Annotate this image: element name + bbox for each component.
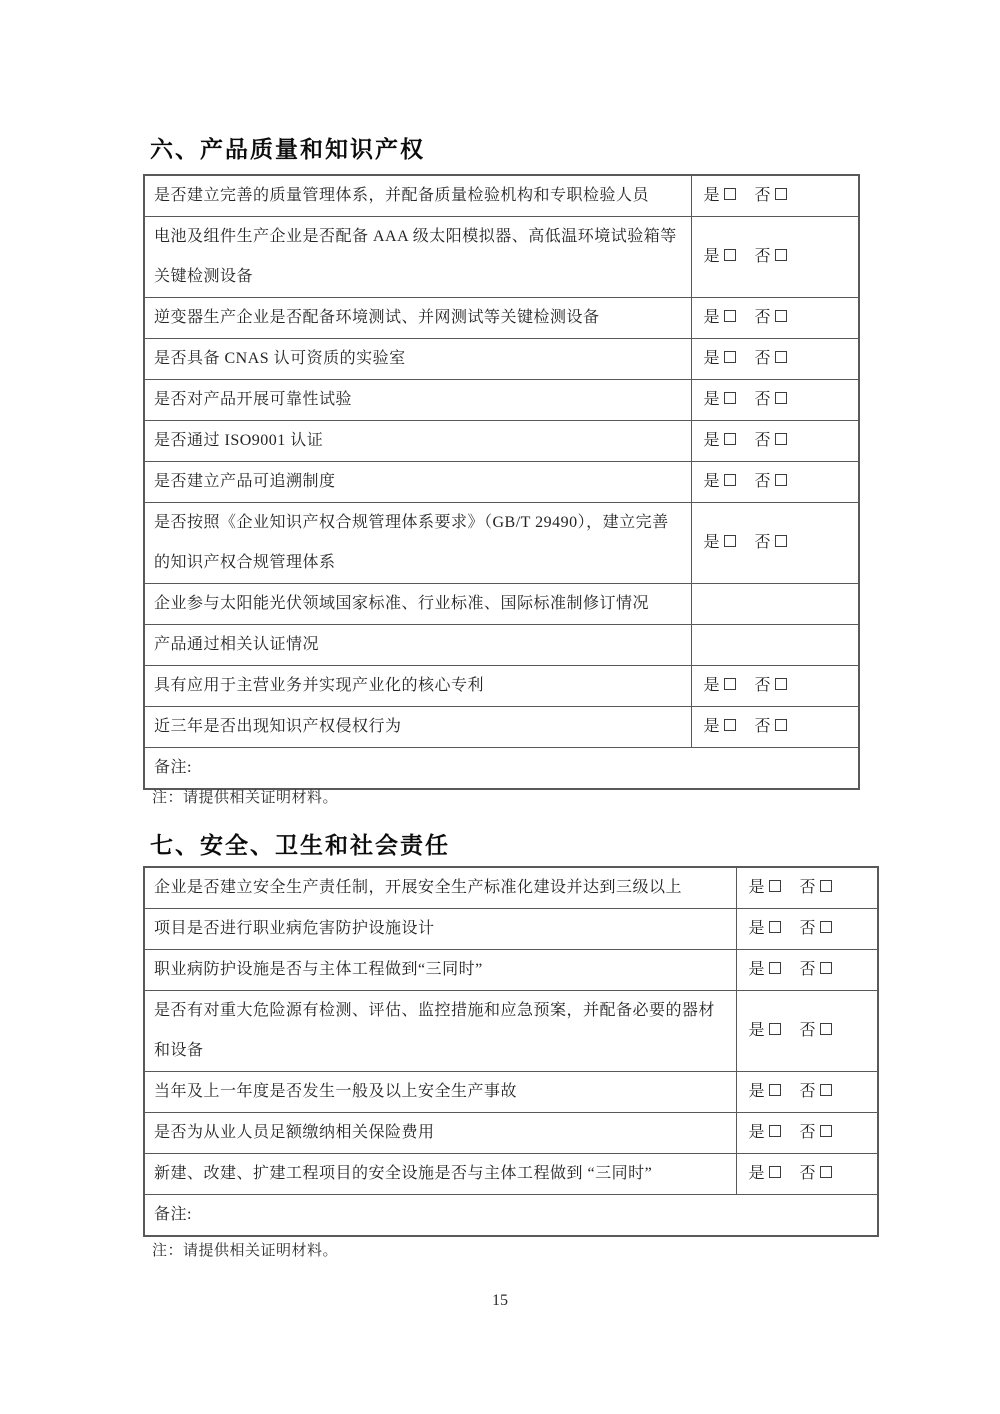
remark-row: [144, 748, 859, 790]
no-checkbox[interactable]: [820, 921, 832, 933]
yes-checkbox[interactable]: [769, 962, 781, 974]
table-row: [144, 1154, 878, 1195]
no-label: 否: [754, 473, 771, 490]
table-row: [144, 339, 859, 380]
yes-no-cell: [736, 950, 878, 991]
table-row: [144, 462, 859, 503]
no-checkbox[interactable]: [775, 249, 787, 261]
yes-checkbox[interactable]: [769, 1023, 781, 1035]
yes-label: 是: [703, 534, 720, 551]
yes-label: 是: [703, 677, 720, 694]
no-label: 否: [799, 961, 816, 978]
remark-cell: 备注:: [144, 1195, 878, 1237]
empty-answer-cell: [691, 625, 859, 666]
yes-checkbox[interactable]: [724, 433, 736, 445]
no-option: [755, 248, 787, 265]
table-row: [144, 1113, 878, 1154]
no-option: [800, 1083, 832, 1100]
question-cell: 产品通过相关认证情况: [144, 625, 691, 666]
yes-checkbox[interactable]: [769, 880, 781, 892]
table-row: [144, 1072, 878, 1113]
yes-checkbox[interactable]: [724, 719, 736, 731]
no-checkbox[interactable]: [820, 880, 832, 892]
section-title-safety: 七、安全、卫生和社会责任: [150, 832, 450, 858]
yes-no-cell: [736, 1072, 878, 1113]
yes-option: [704, 248, 736, 265]
question-cell: 是否有对重大危险源有检测、评估、监控措施和应急预案，并配备必要的器材和设备: [144, 991, 736, 1072]
yes-no-cell: [691, 503, 859, 584]
yes-option: [704, 309, 736, 326]
yes-option: [749, 1124, 781, 1141]
no-option: [755, 718, 787, 735]
question-cell: 当年及上一年度是否发生一般及以上安全生产事故: [144, 1072, 736, 1113]
yes-checkbox[interactable]: [724, 535, 736, 547]
no-option: [755, 534, 787, 551]
yes-label: 是: [703, 187, 720, 204]
no-label: 否: [754, 391, 771, 408]
yes-label: 是: [748, 1022, 765, 1039]
question-cell: 是否建立产品可追溯制度: [144, 462, 691, 503]
no-label: 否: [754, 187, 771, 204]
yes-no-cell: [736, 991, 878, 1072]
yes-label: 是: [703, 391, 720, 408]
question-cell: 企业是否建立安全生产责任制，开展安全生产标准化建设并达到三级以上: [144, 867, 736, 909]
yes-option: [704, 391, 736, 408]
no-label: 否: [754, 350, 771, 367]
yes-no-cell: [691, 666, 859, 707]
no-label: 否: [754, 534, 771, 551]
no-label: 否: [754, 718, 771, 735]
yes-label: 是: [703, 432, 720, 449]
note-text: 注：请提供相关证明材料。: [152, 790, 339, 806]
question-cell: 逆变器生产企业是否配备环境测试、并网测试等关键检测设备: [144, 298, 691, 339]
no-option: [800, 920, 832, 937]
yes-option: [704, 473, 736, 490]
no-checkbox[interactable]: [775, 433, 787, 445]
yes-option: [749, 1022, 781, 1039]
section-title-quality-ip: 六、产品质量和知识产权: [150, 136, 425, 162]
no-option: [755, 187, 787, 204]
no-option: [800, 1022, 832, 1039]
yes-no-cell: [691, 707, 859, 748]
yes-label: 是: [703, 350, 720, 367]
yes-option: [704, 718, 736, 735]
table-row: [144, 584, 859, 625]
no-option: [800, 1124, 832, 1141]
yes-label: 是: [748, 1124, 765, 1141]
no-checkbox[interactable]: [775, 310, 787, 322]
safety-table: [143, 866, 879, 1237]
yes-label: 是: [748, 1083, 765, 1100]
yes-no-cell: [691, 217, 859, 298]
no-label: 否: [754, 248, 771, 265]
table-row: [144, 991, 878, 1072]
question-cell: 是否为从业人员足额缴纳相关保险费用: [144, 1113, 736, 1154]
question-cell: 是否对产品开展可靠性试验: [144, 380, 691, 421]
no-label: 否: [799, 1124, 816, 1141]
yes-checkbox[interactable]: [724, 474, 736, 486]
no-label: 否: [799, 1083, 816, 1100]
table-row: [144, 421, 859, 462]
question-cell: 企业参与太阳能光伏领域国家标准、行业标准、国际标准制修订情况: [144, 584, 691, 625]
question-cell: 近三年是否出现知识产权侵权行为: [144, 707, 691, 748]
no-option: [800, 1165, 832, 1182]
yes-label: 是: [703, 248, 720, 265]
yes-label: 是: [748, 1165, 765, 1182]
yes-option: [704, 432, 736, 449]
question-cell: 具有应用于主营业务并实现产业化的核心专利: [144, 666, 691, 707]
table-row: [144, 909, 878, 950]
yes-option: [704, 677, 736, 694]
no-option: [755, 309, 787, 326]
no-checkbox[interactable]: [775, 188, 787, 200]
yes-no-cell: [691, 462, 859, 503]
yes-checkbox[interactable]: [724, 351, 736, 363]
question-cell: 职业病防护设施是否与主体工程做到“三同时”: [144, 950, 736, 991]
yes-option: [749, 1165, 781, 1182]
no-checkbox[interactable]: [775, 474, 787, 486]
no-checkbox[interactable]: [820, 962, 832, 974]
table-row: [144, 380, 859, 421]
yes-checkbox[interactable]: [724, 249, 736, 261]
table-row: [144, 503, 859, 584]
no-option: [755, 350, 787, 367]
no-option: [755, 391, 787, 408]
no-label: 否: [799, 879, 816, 896]
yes-option: [704, 350, 736, 367]
no-option: [800, 879, 832, 896]
remark-row: [144, 1195, 878, 1237]
no-label: 否: [754, 677, 771, 694]
yes-no-cell: [691, 380, 859, 421]
table-row: [144, 666, 859, 707]
yes-checkbox[interactable]: [724, 310, 736, 322]
yes-option: [749, 920, 781, 937]
yes-checkbox[interactable]: [769, 921, 781, 933]
yes-option: [749, 879, 781, 896]
yes-no-cell: [691, 339, 859, 380]
table-row: [144, 950, 878, 991]
yes-label: 是: [703, 309, 720, 326]
no-checkbox[interactable]: [820, 1084, 832, 1096]
no-checkbox[interactable]: [775, 351, 787, 363]
table-row: [144, 298, 859, 339]
question-cell: 是否通过 ISO9001 认证: [144, 421, 691, 462]
yes-no-cell: [736, 867, 878, 909]
no-checkbox[interactable]: [820, 1023, 832, 1035]
yes-label: 是: [748, 879, 765, 896]
yes-checkbox[interactable]: [724, 678, 736, 690]
no-checkbox[interactable]: [775, 678, 787, 690]
no-option: [755, 473, 787, 490]
table-row: [144, 217, 859, 298]
empty-answer-cell: [691, 584, 859, 625]
no-option: [755, 432, 787, 449]
no-label: 否: [754, 432, 771, 449]
no-label: 否: [754, 309, 771, 326]
no-label: 否: [799, 1022, 816, 1039]
no-option: [755, 677, 787, 694]
yes-label: 是: [703, 718, 720, 735]
question-cell: 是否按照《企业知识产权合规管理体系要求》（GB/T 29490），建立完善的知识产权合规管理体系: [144, 503, 691, 584]
yes-checkbox[interactable]: [724, 188, 736, 200]
question-cell: 电池及组件生产企业是否配备 AAA 级太阳模拟器、高低温环境试验箱等关键检测设备: [144, 217, 691, 298]
table-row: [144, 707, 859, 748]
question-cell: 是否建立完善的质量管理体系，并配备质量检验机构和专职检验人员: [144, 175, 691, 217]
note-text: 注：请提供相关证明材料。: [152, 1243, 339, 1259]
yes-option: [749, 961, 781, 978]
no-checkbox[interactable]: [775, 719, 787, 731]
yes-no-cell: [736, 909, 878, 950]
question-cell: 是否具备 CNAS 认可资质的实验室: [144, 339, 691, 380]
yes-no-cell: [736, 1113, 878, 1154]
yes-option: [704, 534, 736, 551]
question-cell: 新建、改建、扩建工程项目的安全设施是否与主体工程做到 “三同时”: [144, 1154, 736, 1195]
table-row: [144, 625, 859, 666]
question-cell: 项目是否进行职业病危害防护设施设计: [144, 909, 736, 950]
page-number: 15: [492, 1292, 508, 1309]
yes-checkbox[interactable]: [724, 392, 736, 404]
remark-cell: 备注:: [144, 748, 859, 790]
yes-checkbox[interactable]: [769, 1084, 781, 1096]
yes-no-cell: [691, 298, 859, 339]
yes-no-cell: [736, 1154, 878, 1195]
yes-no-cell: [691, 421, 859, 462]
no-checkbox[interactable]: [775, 535, 787, 547]
table-row: [144, 867, 878, 909]
table-row: [144, 175, 859, 217]
no-checkbox[interactable]: [820, 1166, 832, 1178]
yes-no-cell: [691, 175, 859, 217]
yes-checkbox[interactable]: [769, 1166, 781, 1178]
no-option: [800, 961, 832, 978]
yes-checkbox[interactable]: [769, 1125, 781, 1137]
no-checkbox[interactable]: [820, 1125, 832, 1137]
no-label: 否: [799, 1165, 816, 1182]
yes-option: [749, 1083, 781, 1100]
yes-option: [704, 187, 736, 204]
yes-label: 是: [703, 473, 720, 490]
no-checkbox[interactable]: [775, 392, 787, 404]
quality-ip-table: [143, 174, 860, 790]
yes-label: 是: [748, 961, 765, 978]
yes-label: 是: [748, 920, 765, 937]
no-label: 否: [799, 920, 816, 937]
